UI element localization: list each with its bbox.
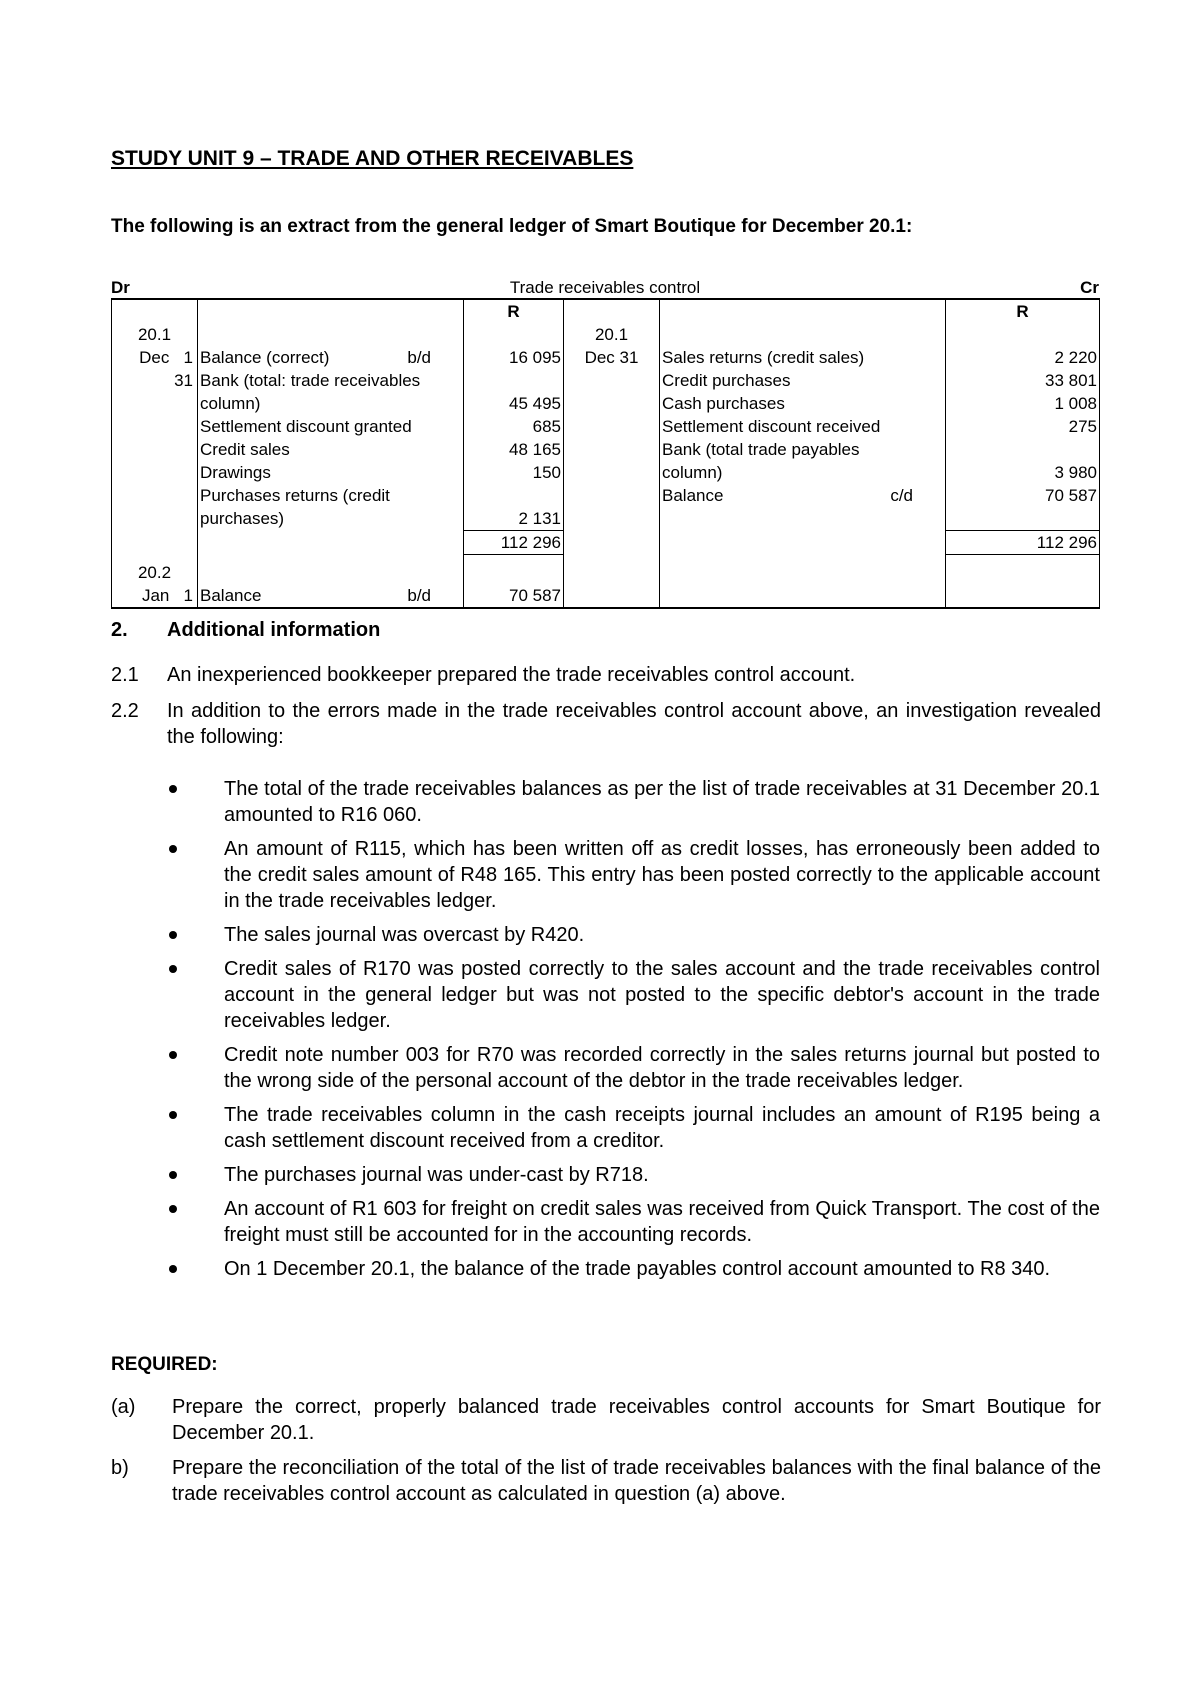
credit-year: 20.1 (564, 323, 660, 346)
list-item (168, 1102, 1100, 1154)
ledger-row (112, 461, 1100, 484)
debit-description: Settlement discount granted (200, 417, 412, 436)
credit-description: Bank (total trade payables (662, 440, 860, 459)
findings-list (168, 776, 1100, 1290)
list-item-text: On 1 December 20.1, the balance of the trade payables control account amounted to R8 340. (224, 1258, 1051, 1280)
ledger-closing-row (112, 584, 1100, 608)
debit-description: Bank (total: trade receivables (200, 371, 421, 390)
ledger-total-row (112, 531, 1100, 555)
debit-description: purchases) (200, 509, 285, 528)
debit-year: 20.1 (137, 325, 172, 344)
ledger-row (112, 323, 1100, 346)
credit-description: Balance (662, 486, 724, 505)
credit-amount (946, 438, 1100, 461)
credit-description: Cash purchases (662, 394, 785, 413)
credit-amount: 33 801 (946, 369, 1100, 392)
ledger-header-row (112, 299, 1100, 323)
ledger-row (112, 369, 1100, 392)
document-page: STUDY UNIT 9 – TRADE AND OTHER RECEIVABLES The following is an extract from the general ledger of Smart Boutique for December 20.1: Trade receivables control Dr Cr R R 20.1 20.1 Dec 1 Balance (correct) b/d 16 095 Dec 31 Sales returns (credit sales) 2 220 31 Bank (total: trade receivables Credit purchases 33 801 column) 45 495 Cash purchases 1 008 Settlement discount granted 685 Settlement discount received 275 Credit sales 48 165 Bank (total trade payables Drawings 150 column) 3 980 Purchases returns (credit Balance c/d 70 587 purchases) 2 131 112 296 112 296 20.2 Jan 1 Balance b/d 70 587 2. Additional information 2.1 An inexperienced bookkeeper prepared the trade receivables control account. 2.2 In addition to the errors made in the trade receivables control account above, an investigation revealed the following: The total of the trade receivables balances as per the list of trade receivables at 31 December 20.1 amounted to R16 060. An amount of R115, which has been written off as credit losses, has erroneously been added to the credit sales amount of R48 165. This entry has been posted correctly to the applicable account in the trade receivables ledger. The sales journal was overcast by R420. Credit sales of R170 was posted correctly to the sales account and the trade receivables control account in the general ledger but was not posted to the specific debtor's account in the trade receivables ledger. Credit note number 003 for R70 was recorded correctly in the sales returns journal but posted to the wrong side of the personal account of the debtor in the trade receivables ledger. The trade receivables column in the cash receipts journal includes an amount of R195 being a cash settlement discount received from a creditor. The purchases journal was under-cast by R718. An account of R1 603 for freight on credit sales was received from Quick Transport. The cost of the freight must still be accounted for in the accounting records. On 1 December 20.1, the balance of the trade payables control account amounted to R8 340. REQUIRED: (a) Prepare the correct, properly balanced trade receivables control accounts for Smart Boutique for December 20.1. b) Prepare the reconciliation of the total of the list of trade receivables balances with the final balance of the trade receivables control account as calculated in question (a) above. (111, 147, 1101, 1505)
credit-description: Credit purchases (662, 371, 791, 390)
bullet-icon (169, 785, 177, 793)
debit-day: 1 (183, 348, 193, 367)
debit-description: Credit sales (200, 440, 290, 459)
list-item (168, 1042, 1100, 1094)
debit-amount (464, 484, 564, 507)
list-item-text: The total of the trade receivables balances as per the list of trade receivables at 31 December 20.1 amounted to R16 060. (224, 778, 1100, 826)
list-item-text: An amount of R115, which has been written off as credit losses, has erroneously been added to the credit sales amount of R48 165. This entry has been posted correctly to the applicable account in the trade receivables ledger. (224, 838, 1100, 912)
bullet-icon (169, 1205, 177, 1213)
credit-amount: 3 980 (946, 461, 1100, 484)
bullet-icon (169, 965, 177, 973)
bullet-icon (169, 1171, 177, 1179)
bullet-icon (169, 845, 177, 853)
closing-fol: b/d (407, 585, 431, 605)
account-name: Trade receivables control (509, 278, 701, 297)
debit-description: Drawings (200, 463, 271, 482)
debit-description: Balance (correct) (200, 348, 330, 367)
closing-month: Jan (141, 585, 170, 605)
debit-amount: 685 (464, 415, 564, 438)
bullet-icon (169, 1051, 177, 1059)
debit-description: Purchases returns (credit (200, 486, 390, 505)
intro-text: The following is an extract from the general ledger of Smart Boutique for December 20.1: (111, 216, 913, 237)
list-item-text: The trade receivables column in the cash receipts journal includes an amount of R195 being a cash settlement discount received from a creditor. (224, 1104, 1100, 1152)
list-item (168, 922, 1100, 948)
closing-day: 1 (183, 585, 193, 605)
list-item (168, 1256, 1100, 1282)
list-item (168, 956, 1100, 1034)
debit-amount (464, 369, 564, 392)
bullet-icon (169, 931, 177, 939)
debit-date: Dec (139, 348, 170, 367)
debit-currency: R (464, 299, 564, 323)
list-item (168, 776, 1100, 828)
closing-amount: 70 587 (464, 584, 564, 608)
ledger-row (112, 438, 1100, 461)
bullet-icon (169, 1111, 177, 1119)
credit-amount: 2 220 (946, 346, 1100, 369)
credit-amount: 1 008 (946, 392, 1100, 415)
credit-amount: 70 587 (946, 484, 1100, 507)
credit-description: Sales returns (credit sales) (662, 348, 865, 367)
list-item-text: Credit note number 003 for R70 was recorded correctly in the sales returns journal but posted to the wrong side of the personal account of the debtor in the trade receivables ledger. (224, 1044, 1100, 1092)
list-item (168, 836, 1100, 914)
trade-receivables-control-account (111, 298, 1100, 609)
list-item-text: The sales journal was overcast by R420. (224, 924, 585, 946)
debit-total: 112 296 (464, 531, 564, 555)
list-item-text: Credit sales of R170 was posted correctly to the sales account and the trade receivables control account in the general ledger but was not posted to the specific debtor's account in the trade receivables ledger. (224, 958, 1100, 1032)
credit-label: Cr (1080, 278, 1099, 297)
debit-folio: b/d (407, 348, 431, 367)
ledger-row (112, 415, 1100, 438)
credit-folio: c/d (890, 486, 913, 505)
ledger-row (112, 484, 1100, 507)
credit-currency: R (946, 299, 1100, 323)
debit-description: column) (200, 394, 261, 413)
ledger-row (112, 346, 1100, 369)
debit-amount: 2 131 (464, 507, 564, 531)
debit-amount: 45 495 (464, 392, 564, 415)
credit-description: Settlement discount received (662, 417, 881, 436)
credit-total: 112 296 (946, 531, 1100, 555)
ledger-row (112, 555, 1100, 584)
list-item (168, 1162, 1100, 1188)
credit-amount: 275 (946, 415, 1100, 438)
ledger-row (112, 392, 1100, 415)
debit-day: 31 (174, 371, 193, 390)
list-item (168, 1196, 1100, 1248)
ledger-row (112, 507, 1100, 531)
debit-amount: 16 095 (464, 346, 564, 369)
debit-label: Dr (111, 278, 130, 297)
debit-amount: 48 165 (464, 438, 564, 461)
next-year: 20.2 (137, 562, 172, 582)
required-heading: REQUIRED: (111, 1354, 218, 1375)
closing-desc: Balance (200, 585, 262, 605)
credit-date: Dec 31 (564, 346, 660, 369)
page-title: STUDY UNIT 9 – TRADE AND OTHER RECEIVABLES (111, 147, 634, 170)
list-item-text: An account of R1 603 for freight on credit sales was received from Quick Transport. The cost of the freight must still be accounted for in the accounting records. (224, 1198, 1100, 1246)
debit-amount: 150 (464, 461, 564, 484)
credit-description: column) (662, 463, 723, 482)
account-header (111, 278, 1099, 300)
list-item-text: The purchases journal was under-cast by R718. (224, 1164, 649, 1186)
bullet-icon (169, 1265, 177, 1273)
